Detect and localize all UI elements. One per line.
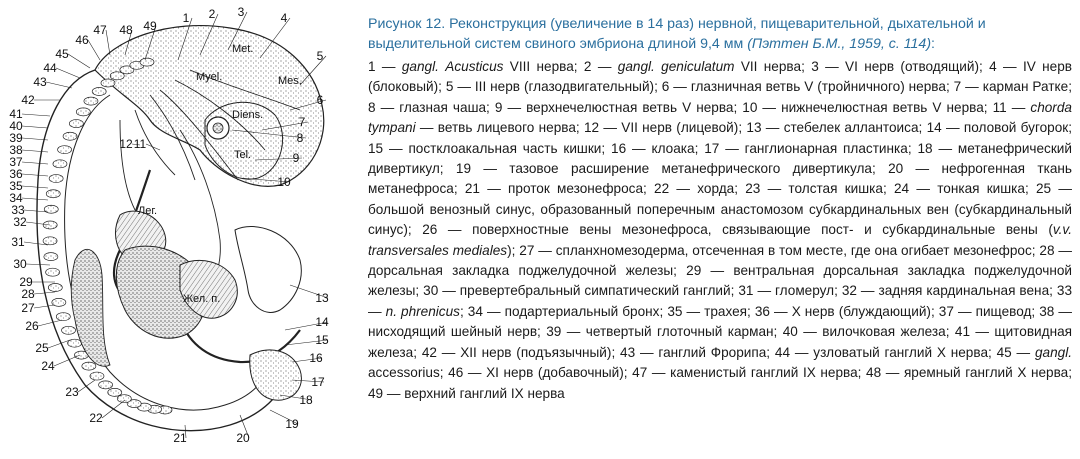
legend-entry-number: 26 <box>422 222 438 238</box>
legend-entry-text: ганглионарная пластинка <box>744 140 908 156</box>
legend-entry-text: задняя кардинальная вена <box>878 283 1050 299</box>
figure-label-38: 38 <box>9 143 23 157</box>
figure-label-33: 33 <box>11 203 25 217</box>
legend-entry-number: 47 <box>632 365 648 381</box>
caption-title-text: Реконструкция (увеличение в 14 раз) нервной, пищеварительной, дыхательной и выделительной систем свиного эмбриона длиной 9,4 мм <box>368 16 986 52</box>
legend-entry: 4 — IV нерв (блоковый); <box>368 59 1072 95</box>
figure-label-39: 39 <box>9 131 23 145</box>
leader-line <box>22 174 48 176</box>
embryo-drawing <box>0 0 350 459</box>
figure-label-42: 42 <box>21 93 35 107</box>
legend-entry: 34 — подартериальный бронх; <box>467 303 668 319</box>
figure-label-34: 34 <box>9 191 23 205</box>
figure-label-37: 37 <box>9 155 23 169</box>
figure-label-45: 45 <box>55 47 69 61</box>
figure-label-8: 8 <box>296 131 304 145</box>
legend-entry-text: вентральная дорсальная закладка поджелудочной железы <box>368 263 1072 299</box>
legend-entry-text: gangl. <box>401 59 439 74</box>
embryo-reconstruction-figure <box>0 0 350 459</box>
leader-line <box>46 82 72 88</box>
legend-entry-number: 9 <box>494 99 503 115</box>
figure-label-12: 12 <box>119 137 133 151</box>
legend-entry-number: 20 <box>888 161 904 177</box>
legend-entry-number: 38 <box>1039 303 1055 319</box>
legend-entry-text: толстая кишка <box>788 181 883 197</box>
somite <box>84 97 98 105</box>
leader-line <box>26 264 50 265</box>
legend-entry-number: 8 <box>368 99 376 115</box>
legend-entry: 44 — узловатый ганглий X нерва; <box>774 344 997 360</box>
legend-entry-number: 22 <box>654 181 670 197</box>
figure-label-43: 43 <box>33 75 47 89</box>
legend-entry: 26 — поверхностные вены мезонефроса, связывающие пост- и субкардинальные вены (v.v. transversales mediales); <box>368 222 1072 258</box>
figure-label-31: 31 <box>11 235 25 249</box>
figure-label-7: 7 <box>298 115 306 129</box>
leader-line <box>48 340 70 348</box>
legend-entry-text: глазничная ветвь V (тройничного) нерва <box>690 79 946 95</box>
legend-entry-number: 37 <box>938 303 954 319</box>
legend-entry-text: вилочковая железа <box>822 324 946 340</box>
legend-entry-number: 42 <box>421 344 437 360</box>
legend-entry-text: XI нерв (добавочный) <box>486 365 624 381</box>
legend-entry: 5 — III нерв (глазодвигательный); <box>445 79 662 95</box>
leader-line <box>88 40 100 60</box>
somite <box>99 381 113 389</box>
figure-label-21: 21 <box>173 431 187 445</box>
legend-entry-text: верхнечелюстная ветвь V нерва <box>526 99 734 115</box>
figure-label-23: 23 <box>65 385 79 399</box>
legend-entry-number: 23 <box>745 181 761 197</box>
somite <box>140 58 154 66</box>
legend-entry: 3 — VI нерв (отводящий); <box>811 59 990 74</box>
figure-label-48: 48 <box>119 23 133 37</box>
leader-line <box>56 68 80 78</box>
figure-label-27: 27 <box>21 301 35 315</box>
somite <box>58 146 72 154</box>
region-label-stomach: Жел. п. <box>183 293 221 305</box>
legend-entry: 37 — пищевод; <box>938 303 1040 319</box>
legend-entry-number: 14 <box>926 120 942 136</box>
legend-entry: 31 — гломерул; <box>738 283 842 299</box>
legend-entry: 32 — задняя кардинальная вена; <box>841 283 1057 299</box>
leader-line <box>34 305 55 308</box>
legend-entry-text: спланхномезодерма, отсеченная в том месте, где она огибает мезонефрос <box>555 242 1032 258</box>
somite <box>46 190 60 198</box>
legend-entry-text: превертебральный симпатический ганглий <box>459 283 731 299</box>
legend-entry-text: метанефрический дивертикул <box>368 140 1072 177</box>
legend-entry-number: 16 <box>611 140 627 156</box>
region-label-myel: Myel. <box>196 71 223 83</box>
legend-entry-text: подартериальный бронх <box>504 303 660 319</box>
legend-entry-number: 41 <box>954 324 971 340</box>
legend-entry-number: 44 <box>774 344 791 360</box>
somite <box>90 372 104 380</box>
legend-entry: 27 — спланхномезодерма, отсеченная в том месте, где она огибает мезонефрос; <box>519 242 1040 258</box>
legend-entry-number: 5 <box>445 79 454 95</box>
legend-entry: 35 — трахея; <box>667 303 755 319</box>
leader-line <box>102 400 125 418</box>
caption-title-end: : <box>931 36 935 52</box>
figure-label-22: 22 <box>89 411 103 425</box>
legend-entry-text: X нерв (блуждающий) <box>791 303 931 319</box>
legend-entry: 18 — метанефрический дивертикул; <box>368 140 1072 177</box>
legend-entry-number: 15 <box>368 140 384 156</box>
legend-entry-text: карман Ратке <box>982 79 1069 95</box>
legend-entry: 9 — верхнечелюстная ветвь V нерва; <box>494 99 743 115</box>
legend-entry: 40 — вилочковая железа; <box>782 324 955 340</box>
figure-label-18: 18 <box>299 393 313 407</box>
legend-entry-number: 19 <box>455 161 472 177</box>
legend-entry-number: 13 <box>746 120 762 136</box>
legend-entry: 11 — chorda tympani — ветвь лицевого нерва; <box>368 99 1072 136</box>
figure-label-25: 25 <box>35 341 49 355</box>
legend-entry: 45 — gangl. accessorius; <box>368 344 1073 381</box>
legend-entry-text: поверхностные вены мезонефроса, связывающие пост- и субкардинальные вены ( <box>472 222 1053 238</box>
legend-entry-text: щитовидная железа <box>368 324 1072 360</box>
legend-entry-text: большой венозный синус, образованный поперечным анастомозом субкардинальных вен (субкардинальный синус) <box>368 201 1072 238</box>
figure-label-19: 19 <box>285 417 299 431</box>
legend-entry-text: четвертый глоточный карман <box>585 324 774 340</box>
legend-entry-number: 36 <box>754 303 770 319</box>
figure-label-17: 17 <box>311 375 325 389</box>
legend-entry: 19 — тазовое расширение метанефрического дивертикула; <box>455 161 889 177</box>
legend-entry-number: 40 <box>782 324 798 340</box>
legend-entry: 7 — карман Ратке; <box>953 79 1072 95</box>
legend-entry-text: gangl. <box>1034 344 1073 360</box>
figure-label-2: 2 <box>208 7 216 21</box>
legend-entry: 17 — ганглионарная пластинка; <box>704 140 918 156</box>
legend-entry-number: 33 <box>1056 283 1073 299</box>
somite <box>49 175 63 183</box>
legend-entry: 39 — четвертый глоточный карман; <box>546 324 783 340</box>
legend-entry-number: 39 <box>546 324 562 340</box>
figure-label-32: 32 <box>13 215 27 229</box>
somite <box>92 87 106 95</box>
legend-entry-text: n. phrenicus <box>385 303 460 319</box>
legend-entry-number: 45 <box>996 344 1012 360</box>
legend-entry-text: дорсальная закладка поджелудочной железы <box>368 263 674 279</box>
somite <box>46 268 60 276</box>
legend-entry-text: v.v. transversales mediales <box>368 222 1072 258</box>
legend-entry: 2 — gangl. geniculatum VII нерва; <box>583 59 812 74</box>
legend-entry-number: 46 <box>448 365 464 381</box>
figure-label-35: 35 <box>9 179 23 193</box>
legend-entry: 25 — большой венозный синус, образованный поперечным анастомозом субкардинальных вен (субкардинальный синус); <box>368 181 1072 238</box>
legend-entry-number: 2 <box>583 59 592 74</box>
figure-label-4: 4 <box>280 11 288 25</box>
figure-label-15: 15 <box>315 333 329 347</box>
legend-entry: 6 — глазничная ветвь V (тройничного) нерва; <box>661 79 954 95</box>
eye-lens <box>213 123 223 133</box>
figure-label-41: 41 <box>9 107 23 121</box>
figure-label-30: 30 <box>13 257 27 271</box>
legend-entry: 8 — глазная чаша; <box>368 99 495 115</box>
leader-line <box>68 54 90 68</box>
legend-entry: 49 — верхний ганглий IX нерва <box>368 385 565 401</box>
legend-entry-text: пищевод <box>975 303 1032 319</box>
caption-title <box>368 14 1072 54</box>
figure-label-13: 13 <box>315 291 329 305</box>
legend-entry: 41 — щитовидная железа; <box>368 324 1072 360</box>
legend-entry-text: ганглий Фрорипа <box>658 344 767 360</box>
figure-label-46: 46 <box>75 33 89 47</box>
legend-entry-text: нефрогенная ткань метанефроса <box>368 161 1072 197</box>
leader-line <box>22 150 48 152</box>
figure-label-36: 36 <box>9 167 23 181</box>
legend-entry-text: половой бугорок <box>963 120 1069 136</box>
legend-entry-text: узловатый ганглий X нерва <box>813 344 988 360</box>
legend-entry-number: 31 <box>738 283 754 299</box>
region-label-mes: Mes. <box>278 75 302 87</box>
figure-label-16: 16 <box>309 351 323 365</box>
figure-label-3: 3 <box>237 5 245 19</box>
legend-entry-number: 29 <box>686 263 702 279</box>
figure-label-14: 14 <box>315 315 329 329</box>
somite <box>63 132 77 140</box>
region-label-lung: Лег. <box>138 205 158 217</box>
somite <box>62 326 76 334</box>
figure-label-6: 6 <box>316 93 324 107</box>
legend-entry-text: ) <box>507 242 512 258</box>
leader-line <box>22 126 48 128</box>
legend-entry: 12 — VII нерв (лицевой); <box>583 120 747 136</box>
leader-line <box>22 198 48 200</box>
legend-entry-text: accessorius <box>368 365 440 381</box>
region-label-tel: Tel. <box>234 149 252 161</box>
figure-label-49: 49 <box>143 19 157 33</box>
legend-entry-number: 27 <box>519 242 535 258</box>
figure-label-5: 5 <box>316 49 324 63</box>
legend-entry-text: каменистый ганглий IX нерва <box>670 365 858 381</box>
legend-entry: 30 — превертебральный симпатический ганглий; <box>423 283 739 299</box>
legend-entry-text: верхний ганглий IX нерва <box>404 385 565 401</box>
legend-entry-text: проток мезонефроса <box>508 181 644 197</box>
legend-entry-number: 1 <box>368 59 376 74</box>
figure-label-44: 44 <box>43 61 57 75</box>
legend-entry: 47 — каменистый ганглий IX нерва; <box>632 365 867 381</box>
legend-entry: 20 — нефрогенная ткань метанефроса; <box>368 161 1072 197</box>
figure-label-28: 28 <box>21 287 35 301</box>
legend-entry-text: Acusticus <box>445 59 504 74</box>
legend-entry: 10 — нижнечелюстная ветвь V нерва; <box>742 99 993 115</box>
legend-entry-number: 30 <box>423 283 439 299</box>
somite <box>48 283 62 291</box>
somite <box>53 160 67 168</box>
figure-label-9: 9 <box>292 151 300 165</box>
legend-entry: 46 — XI нерв (добавочный); <box>448 365 633 381</box>
legend-entry-number: 25 <box>1036 181 1052 197</box>
legend-entry-number: 18 <box>917 140 933 156</box>
legend-entry-text: geniculatum <box>661 59 735 74</box>
legend-entry-number: 12 <box>583 120 600 136</box>
legend-entry-number: 24 <box>893 181 910 197</box>
legend-entry-number: 10 <box>742 99 758 115</box>
somite <box>56 313 70 321</box>
caption-legend <box>368 57 1072 404</box>
legend-entry: 14 — половой бугорок; <box>926 120 1073 136</box>
somite <box>82 362 96 370</box>
legend-entry-text: chorda tympani <box>368 99 1072 136</box>
figure-label-11: 11 <box>133 137 147 151</box>
legend-entry-text: глазная чаша <box>399 99 487 115</box>
legend-entry-text: нижнечелюстная ветвь V нерва <box>781 99 984 115</box>
legend-entry-text: нисходящий шейный нерв <box>368 324 538 340</box>
figure-label-26: 26 <box>25 319 39 333</box>
leader-line <box>22 114 50 116</box>
legend-entry-number: 7 <box>953 79 962 95</box>
somite <box>43 221 57 229</box>
legend-entry: 16 — клоака; <box>611 140 705 156</box>
legend-entry-number: 4 <box>989 59 997 74</box>
legend-entry: 15 — постклоакальная часть кишки; <box>368 140 612 156</box>
legend-entry-text: IV нерв (блоковый) <box>368 59 1072 95</box>
legend-entry: 21 — проток мезонефроса; <box>464 181 655 197</box>
legend-entry-number: 28 <box>1039 242 1055 258</box>
legend-entry-number: 17 <box>704 140 720 156</box>
leader-line <box>22 162 48 164</box>
legend-entry-text: тазовое расширение метанефрического дивертикула <box>509 161 872 177</box>
legend-entry-text: — ветвь лицевого нерва <box>415 120 576 136</box>
figure-caption <box>368 14 1072 404</box>
caption-title-prefix: Рисунок 12. <box>368 16 446 32</box>
legend-entry: 38 — нисходящий шейный нерв; <box>368 303 1072 340</box>
legend-entry-text: III нерв (глазодвигательный) <box>474 79 655 95</box>
legend-entry-text: трахея <box>704 303 748 319</box>
somite <box>69 120 83 128</box>
figure-label-40: 40 <box>9 119 23 133</box>
region-label-met: Met. <box>232 43 254 55</box>
legend-entry-text: яремный ганглий X нерва <box>903 365 1069 381</box>
legend-entry-text: клоака <box>651 140 695 156</box>
leader-line <box>22 186 48 188</box>
legend-entry-number: 48 <box>866 365 882 381</box>
legend-entry-number: 35 <box>667 303 683 319</box>
legend-entry: 48 — яремный ганглий X нерва; <box>866 365 1073 381</box>
figure-label-29: 29 <box>19 275 33 289</box>
legend-entry-text: постклоакальная часть кишки <box>408 140 602 156</box>
legend-entry: 36 — X нерв (блуждающий); <box>754 303 939 319</box>
somite <box>117 395 131 403</box>
legend-entry-number: 6 <box>661 79 670 95</box>
legend-entry: 28 — дорсальная закладка поджелудочной железы; <box>368 242 1072 279</box>
caption-title-reference: (Пэттен Б.М., 1959, с. 114) <box>747 36 932 52</box>
legend-entry: 24 — тонкая кишка; <box>893 181 1036 197</box>
legend-entry-text: гломерул <box>775 283 835 299</box>
legend-entry-text: стебелек аллантоиса <box>783 120 919 136</box>
allantois-stalk <box>235 227 301 313</box>
legend-entry-number: 34 <box>467 303 483 319</box>
mesonephros <box>71 249 110 366</box>
legend-entry: 33 — n. phrenicus; <box>368 283 1073 319</box>
figure-label-1: 1 <box>182 11 190 25</box>
cloaca-tail <box>250 350 302 400</box>
figure-label-47: 47 <box>93 23 107 37</box>
legend-entry-text: VI нерв (отводящий) <box>845 59 979 74</box>
legend-entry-text: тонкая кишка <box>937 181 1025 197</box>
legend-entry-text: VII нерв (лицевой) <box>621 120 739 136</box>
legend-entry-number: 21 <box>464 181 480 197</box>
legend-entry-text: gangl. <box>617 59 655 74</box>
legend-entry: 22 — хорда; <box>654 181 746 197</box>
figure-label-20: 20 <box>236 431 250 445</box>
legend-entry-text: XII нерв (подъязычный) <box>460 344 612 360</box>
somite <box>44 253 58 261</box>
legend-entry: 29 — вентральная дорсальная закладка поджелудочной железы; <box>368 263 1072 299</box>
legend-entry-number: 43 <box>620 344 636 360</box>
legend-entry-text: VII нерва <box>734 59 802 74</box>
leader-line <box>38 320 62 326</box>
legend-entry: 23 — толстая кишка; <box>745 181 894 197</box>
legend-entry-text: хорда <box>697 181 735 197</box>
legend-entry-number: 3 <box>811 59 819 74</box>
region-label-diens: Diens. <box>232 109 264 121</box>
leader-line <box>146 144 160 150</box>
legend-entry: 43 — ганглий Фрорипа; <box>620 344 775 360</box>
somite <box>108 388 122 396</box>
legend-entry-number: 32 <box>841 283 857 299</box>
legend-entry-number: 11 <box>992 99 1007 115</box>
legend-entry-number: 49 <box>368 385 384 401</box>
figure-label-24: 24 <box>41 359 55 373</box>
legend-entry: 42 — XII нерв (подъязычный); <box>421 344 621 360</box>
somite <box>76 108 90 116</box>
somite <box>101 79 115 87</box>
somite <box>43 237 57 245</box>
legend-entry: 1 — gangl. Acusticus VIII нерва; <box>368 59 584 74</box>
legend-entry: 13 — стебелек аллантоиса; <box>746 120 927 136</box>
legend-entry-text: VIII нерва <box>503 59 574 74</box>
leader-line <box>78 380 95 392</box>
figure-label-10: 10 <box>277 175 291 189</box>
